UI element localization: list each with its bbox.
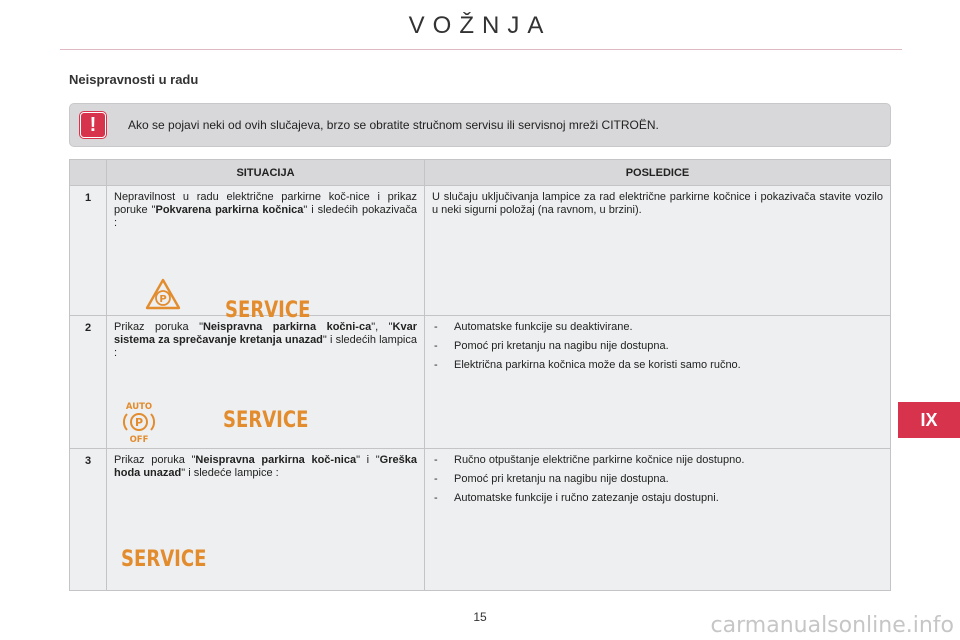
table-header-row xyxy=(70,160,891,186)
list-item: - Automatske funkcije i ručno zatezanje ostaju dostupni. xyxy=(432,492,883,505)
table-row xyxy=(70,316,891,449)
list-item: - Automatske funkcije su deaktivirane. xyxy=(432,321,883,334)
svg-text:OFF: OFF xyxy=(129,435,149,444)
list-item: - Pomoć pri kretanju na nagibu nije dostupna. xyxy=(432,473,883,486)
situation-text: Nepravilnost u radu električne parkirne koč-nice i prikaz poruke "Pokvarena parkirna kočnica" i sledećih pokazivača : xyxy=(114,191,417,229)
consequence-list xyxy=(432,454,883,505)
header-situation: SITUACIJA xyxy=(107,160,425,186)
chapter-tab[interactable]: IX xyxy=(898,402,960,438)
malfunction-table xyxy=(69,159,891,591)
consequence-cell xyxy=(425,449,891,591)
consequence-text: U slučaju uključivanja lampice za rad električne parkirne kočnice i pokazivača stavite vozilo u neki sigurni položaj (na ravnom, u brzini). xyxy=(432,191,883,216)
warning-text: Ako se pojavi neki od ovih slučajeva, brzo se obratite stručnom servisu ili servisnoj mreži CITROËN. xyxy=(128,118,659,132)
svg-text:AUTO: AUTO xyxy=(125,402,153,412)
situation-cell xyxy=(107,449,425,591)
svg-text:P: P xyxy=(134,416,144,429)
title-divider xyxy=(60,49,902,50)
consequence-cell xyxy=(425,186,891,316)
list-item: - Ručno otpuštanje električne parkirne kočnice nije dostupno. xyxy=(432,454,883,467)
consequence-cell xyxy=(425,316,891,449)
page-number: 15 xyxy=(473,610,487,624)
header-consequences: POSLEDICE xyxy=(425,160,891,186)
header-num xyxy=(70,160,107,186)
warning-box xyxy=(69,103,891,147)
table-row xyxy=(70,449,891,591)
row-number: 3 xyxy=(70,449,107,591)
section-heading: Neispravnosti u radu xyxy=(69,72,199,87)
situation-cell xyxy=(107,316,425,449)
table-row xyxy=(70,186,891,316)
svg-text:P: P xyxy=(159,294,167,305)
parking-brake-warning-icon xyxy=(145,278,181,310)
list-item: - Pomoć pri kretanju na nagibu nije dostupna. xyxy=(432,340,883,353)
service-indicator: SERVICE xyxy=(121,547,207,572)
row-number: 2 xyxy=(70,316,107,449)
list-item: - Električna parkirna kočnica može da se koristi samo ručno. xyxy=(432,359,883,372)
situation-text: Prikaz poruka "Neispravna parkirna kočni-ca", "Kvar sistema za sprečavanje kretanja unazad" i sledećih lampica : xyxy=(114,321,417,359)
service-indicator: SERVICE xyxy=(223,408,309,433)
situation-cell xyxy=(107,186,425,323)
page-title: VOŽNJA xyxy=(408,12,552,39)
row-number: 1 xyxy=(70,186,107,316)
situation-text: Prikaz poruka "Neispravna parkirna koč-nica" i "Greška hoda unazad" i sledeće lampice : xyxy=(114,454,417,479)
consequence-list xyxy=(432,321,883,372)
auto-p-off-icon xyxy=(117,400,161,444)
watermark: carmanualsonline.info xyxy=(710,613,954,638)
exclamation-icon: ! xyxy=(80,112,106,138)
service-indicator: SERVICE xyxy=(225,298,311,323)
